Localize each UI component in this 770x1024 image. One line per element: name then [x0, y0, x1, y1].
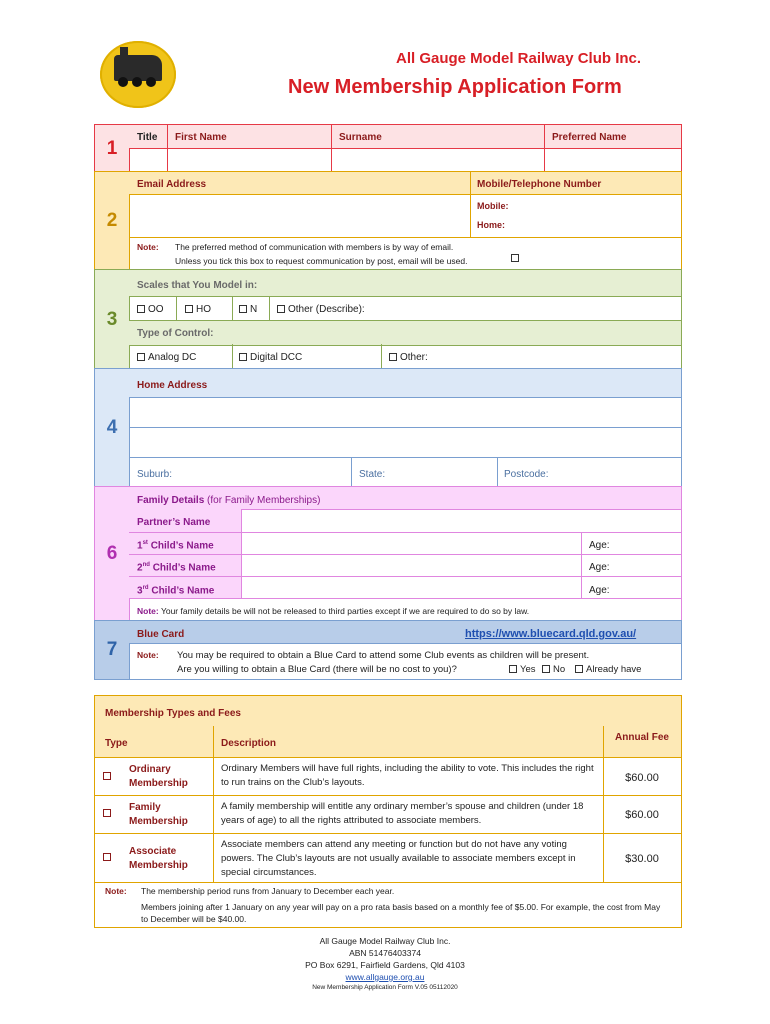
family-type: Family Membership	[129, 802, 188, 827]
address-line-1-input[interactable]	[129, 398, 681, 426]
wheel-shape	[146, 77, 156, 87]
child-1-name-input[interactable]	[242, 533, 580, 554]
partner-name-label: Partner’s Name	[137, 517, 211, 528]
child-1-label: 1st Child’s Name	[137, 540, 214, 552]
child-3-name-input[interactable]	[242, 577, 580, 598]
membership-fees-table	[94, 695, 682, 928]
section-7-blue-card	[94, 620, 682, 680]
scales-label: Scales that You Model in:	[137, 280, 258, 291]
associate-description: Associate members can attend any meeting or function but do not have any voting powers. The Club’s layouts are not usually available to associate members except in special circumstances.	[221, 839, 576, 878]
phone-label: Mobile/Telephone Number	[477, 179, 602, 190]
note-label: Note:	[137, 242, 159, 252]
checkbox-icon	[277, 305, 285, 313]
section-number: 6	[95, 487, 130, 621]
checkbox-icon	[542, 665, 550, 673]
blue-card-yes-option[interactable]: Yes	[503, 661, 542, 678]
home-phone-input[interactable]	[515, 215, 675, 233]
preferred-name-input[interactable]	[545, 149, 679, 171]
family-description: A family membership will entitle any ordinary member’s spouse and children (under 18 years of age) to all the rights attributed to associate members.	[221, 801, 584, 826]
fees-heading: Membership Types and Fees	[105, 708, 241, 719]
child-3-age-label: Age:	[589, 585, 610, 596]
postcode-label: Postcode:	[504, 469, 549, 480]
description-column-header: Description	[221, 738, 277, 749]
control-label: Type of Control:	[137, 328, 214, 339]
section-1-name	[94, 124, 682, 173]
home-phone-label: Home:	[477, 220, 506, 230]
checkbox-icon	[509, 665, 517, 673]
family-details-label: Family Details (for Family Memberships)	[137, 495, 321, 506]
partner-name-input[interactable]	[242, 510, 680, 531]
footer-abn: ABN 51476403374	[349, 948, 421, 958]
fees-note-2: Members joining after 1 January on any year will pay on a pro rata basis based on a monthly fee of $5.00. For example, the cost from May to December will be $40.00.	[141, 902, 661, 924]
associate-fee: $30.00	[625, 853, 659, 865]
section-number: 3	[95, 270, 130, 369]
section-number: 7	[95, 621, 130, 679]
email-label: Email Address	[137, 179, 207, 190]
surname-input[interactable]	[332, 149, 544, 171]
note-text: Unless you tick this box to request communication by post, email will be used.	[175, 256, 468, 266]
mobile-input[interactable]	[515, 196, 675, 214]
club-logo	[100, 41, 176, 108]
title-input[interactable]	[129, 149, 167, 171]
section-6-family	[94, 486, 682, 622]
ordinary-fee: $60.00	[625, 772, 659, 784]
checkbox-icon	[575, 665, 583, 673]
post-communication-checkbox[interactable]	[511, 254, 519, 262]
club-name: All Gauge Model Railway Club Inc.	[396, 50, 642, 67]
section-number: 4	[95, 369, 130, 487]
section-2-contact	[94, 171, 682, 271]
ordinary-type: Ordinary Membership	[129, 764, 188, 789]
home-address-label: Home Address	[137, 380, 208, 391]
footer-version: New Membership Application Form V.05 05112020	[312, 984, 458, 991]
child-2-label: 2nd Child’s Name	[137, 562, 216, 574]
associate-type: Associate Membership	[129, 846, 188, 871]
suburb-label: Suburb:	[137, 469, 173, 480]
checkbox-icon	[137, 353, 145, 361]
blue-card-already-have-option[interactable]: Already have	[569, 661, 647, 678]
control-analog-option[interactable]: Analog DC	[131, 349, 202, 366]
preferred-name-label: Preferred Name	[552, 132, 627, 143]
scale-other-option[interactable]: Other (Describe):	[271, 301, 371, 318]
email-input[interactable]	[129, 195, 470, 237]
section-3-scales	[94, 269, 682, 370]
fees-note-1: The membership period runs from January to December each year.	[141, 886, 395, 896]
blue-card-note-line1: You may be required to obtain a Blue Card to attend some Club events as children will be present.	[177, 650, 590, 661]
annual-fee-column-header: Annual Fee	[615, 732, 669, 743]
associate-membership-checkbox[interactable]	[103, 853, 111, 861]
child-2-age-label: Age:	[589, 562, 610, 573]
section-number: 2	[95, 172, 130, 270]
surname-label: Surname	[339, 132, 382, 143]
scale-n-option[interactable]: N	[233, 301, 263, 318]
footer-club-name: All Gauge Model Railway Club Inc.	[319, 936, 451, 946]
checkbox-icon	[239, 305, 247, 313]
control-other-option[interactable]: Other:	[383, 349, 434, 366]
family-fee: $60.00	[625, 809, 659, 821]
scale-ho-option[interactable]: HO	[179, 301, 217, 318]
form-title: New Membership Application Form	[288, 76, 622, 98]
footer-address: PO Box 6291, Fairfield Gardens, Qld 4103	[305, 960, 465, 970]
family-note: Note: Your family details be will not be released to third parties except if we are required to do so by law.	[137, 606, 530, 616]
child-1-age-label: Age:	[589, 540, 610, 551]
blue-card-link[interactable]: https://www.bluecard.qld.gov.au/	[465, 628, 637, 640]
checkbox-icon	[137, 305, 145, 313]
blue-card-note-label: Note:	[137, 650, 159, 660]
first-name-input[interactable]	[168, 149, 331, 171]
wheel-shape	[132, 77, 142, 87]
ordinary-description: Ordinary Members will have full rights, including the ability to vote. This includes the right to run trains on the Club’s layouts.	[221, 763, 594, 788]
blue-card-note-line2: Are you willing to obtain a Blue Card (there will be no cost to you)?	[177, 664, 457, 675]
wheel-shape	[118, 77, 128, 87]
note-text: The preferred method of communication with members is by way of email.	[175, 242, 454, 252]
control-digital-option[interactable]: Digital DCC	[233, 349, 308, 366]
state-label: State:	[359, 469, 386, 480]
first-name-label: First Name	[175, 132, 227, 143]
scale-oo-option[interactable]: OO	[131, 301, 170, 318]
section-4-address	[94, 368, 682, 488]
blue-card-label: Blue Card	[137, 629, 185, 640]
title-label: Title	[137, 132, 158, 143]
section-number: 1	[95, 125, 130, 172]
checkbox-icon	[389, 353, 397, 361]
child-3-label: 3rd Child’s Name	[137, 585, 215, 597]
checkbox-icon	[185, 305, 193, 313]
fees-note-label: Note:	[105, 886, 127, 896]
footer-website-link[interactable]: www.allgauge.org.au	[345, 972, 425, 982]
checkbox-icon	[239, 353, 247, 361]
blue-card-no-option[interactable]: No	[536, 661, 571, 678]
child-2-name-input[interactable]	[242, 555, 580, 576]
family-membership-checkbox[interactable]	[103, 809, 111, 817]
mobile-label: Mobile:	[477, 201, 509, 211]
ordinary-membership-checkbox[interactable]	[103, 772, 111, 780]
type-column-header: Type	[105, 738, 128, 749]
address-line-2-input[interactable]	[129, 428, 681, 457]
